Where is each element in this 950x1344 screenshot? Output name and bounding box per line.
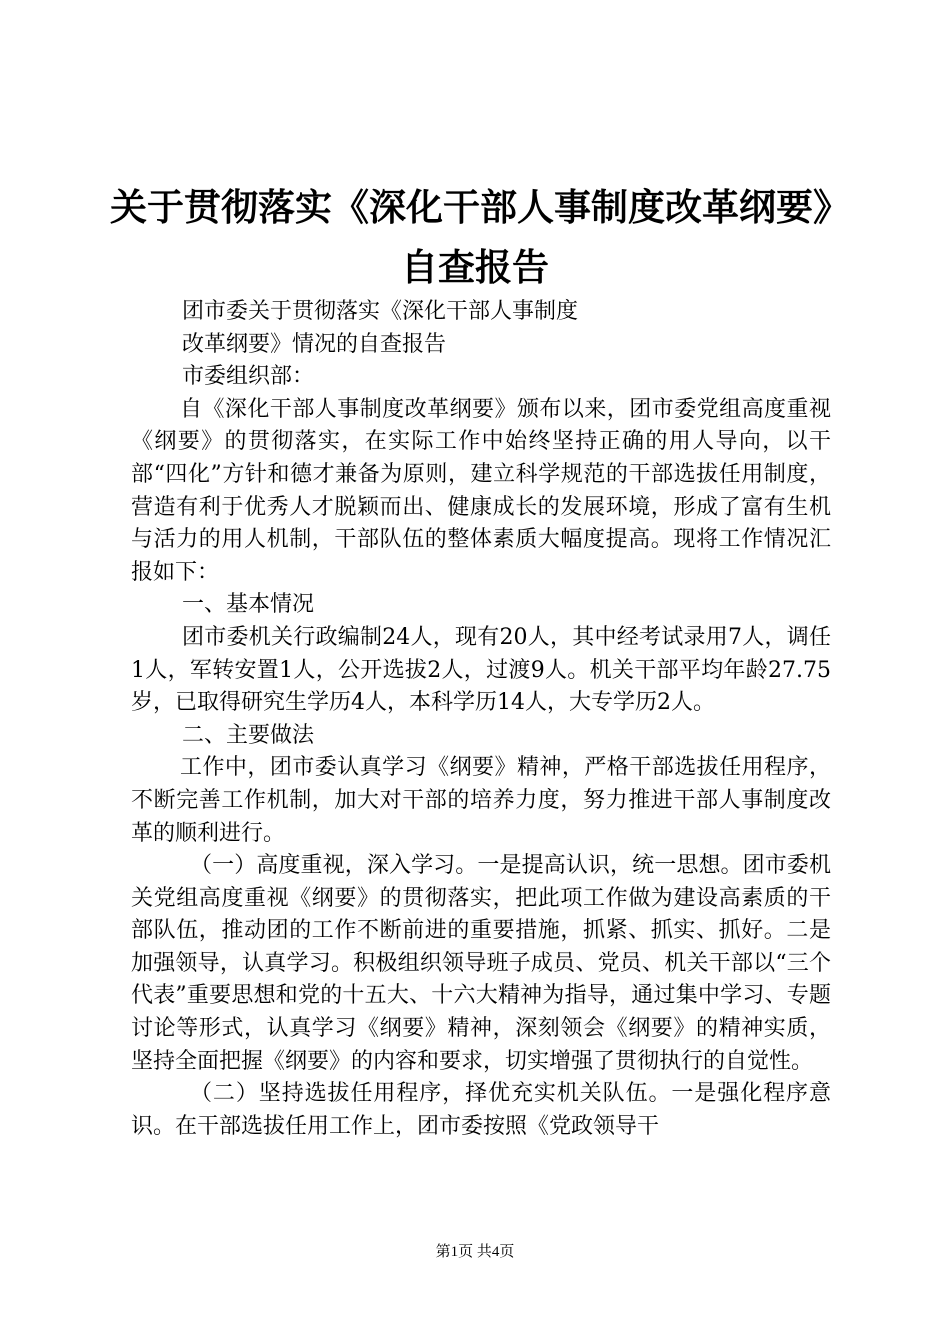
section-heading-main-practices: 二、主要做法 (182, 722, 315, 748)
subsection-1-paragraph: （一）高度重视，深入学习。一是提高认识，统一思想。团市委机关党组高度重视《纲要》的贯彻落实，把此项工作做为建设高素质的干部队伍，推动团的工作不断前进的重要措施，抓紧、抓实、抓好。二是加强领导，认真学习。积极组织领导班子成员、党员、机关干部以“三个代表”重要思想和党的十五大、十六大精神为指导，通过集中学习、专题讨论等形式，认真学习《纲要》精神，深刻领会《纲要》的精神实质，坚持全面把握《纲要》的内容和要求，切实增强了贯彻执行的自觉性。 (131, 853, 831, 1074)
page-footer: 第1页 共4页 (435, 1244, 515, 1260)
document-body (131, 296, 831, 1143)
subsection-2-paragraph: （二）坚持选拔任用程序，择优充实机关队伍。一是强化程序意识。在干部选拔任用工作上，团市委按照《党政领导干 (131, 1081, 831, 1139)
subtitle-line-1: 团市委关于贯彻落实《深化干部人事制度 (182, 299, 579, 324)
document-title-line-1: 关于贯彻落实《深化干部人事制度改革纲要》 (110, 186, 850, 229)
salutation: 市委组织部： (182, 364, 315, 390)
intro-paragraph: 自《深化干部人事制度改革纲要》颁布以来，团市委党组高度重视《纲要》的贯彻落实，在实际工作中始终坚持正确的用人导向，以干部“四化”方针和德才兼备为原则，建立科学规范的干部选拔任用制度，营造有利于优秀人才脱颖而出、健康成长的发展环境，形成了富有生机与活力的用人机制，干部队伍的整体素质大幅度提高。现将工作情况汇报如下： (131, 396, 831, 585)
subtitle-line-2: 改革纲要》情况的自查报告 (182, 331, 447, 357)
basic-situation-paragraph: 团市委机关行政编制24人，现有20人，其中经考试录用7人，调任1人，军转安置1人，公开选拔2人，过渡9人。机关干部平均年龄27.75岁，已取得研究生学历4人，本科学历14人，大专学历2人。 (131, 624, 831, 716)
section-heading-basic-situation: 一、基本情况 (182, 592, 315, 618)
document-title-line-2: 自查报告 (401, 246, 549, 289)
main-practices-paragraph: 工作中，团市委认真学习《纲要》精神，严格干部选拔任用程序，不断完善工作机制，加大对干部的培养力度，努力推进干部人事制度改革的顺利进行。 (131, 755, 831, 846)
